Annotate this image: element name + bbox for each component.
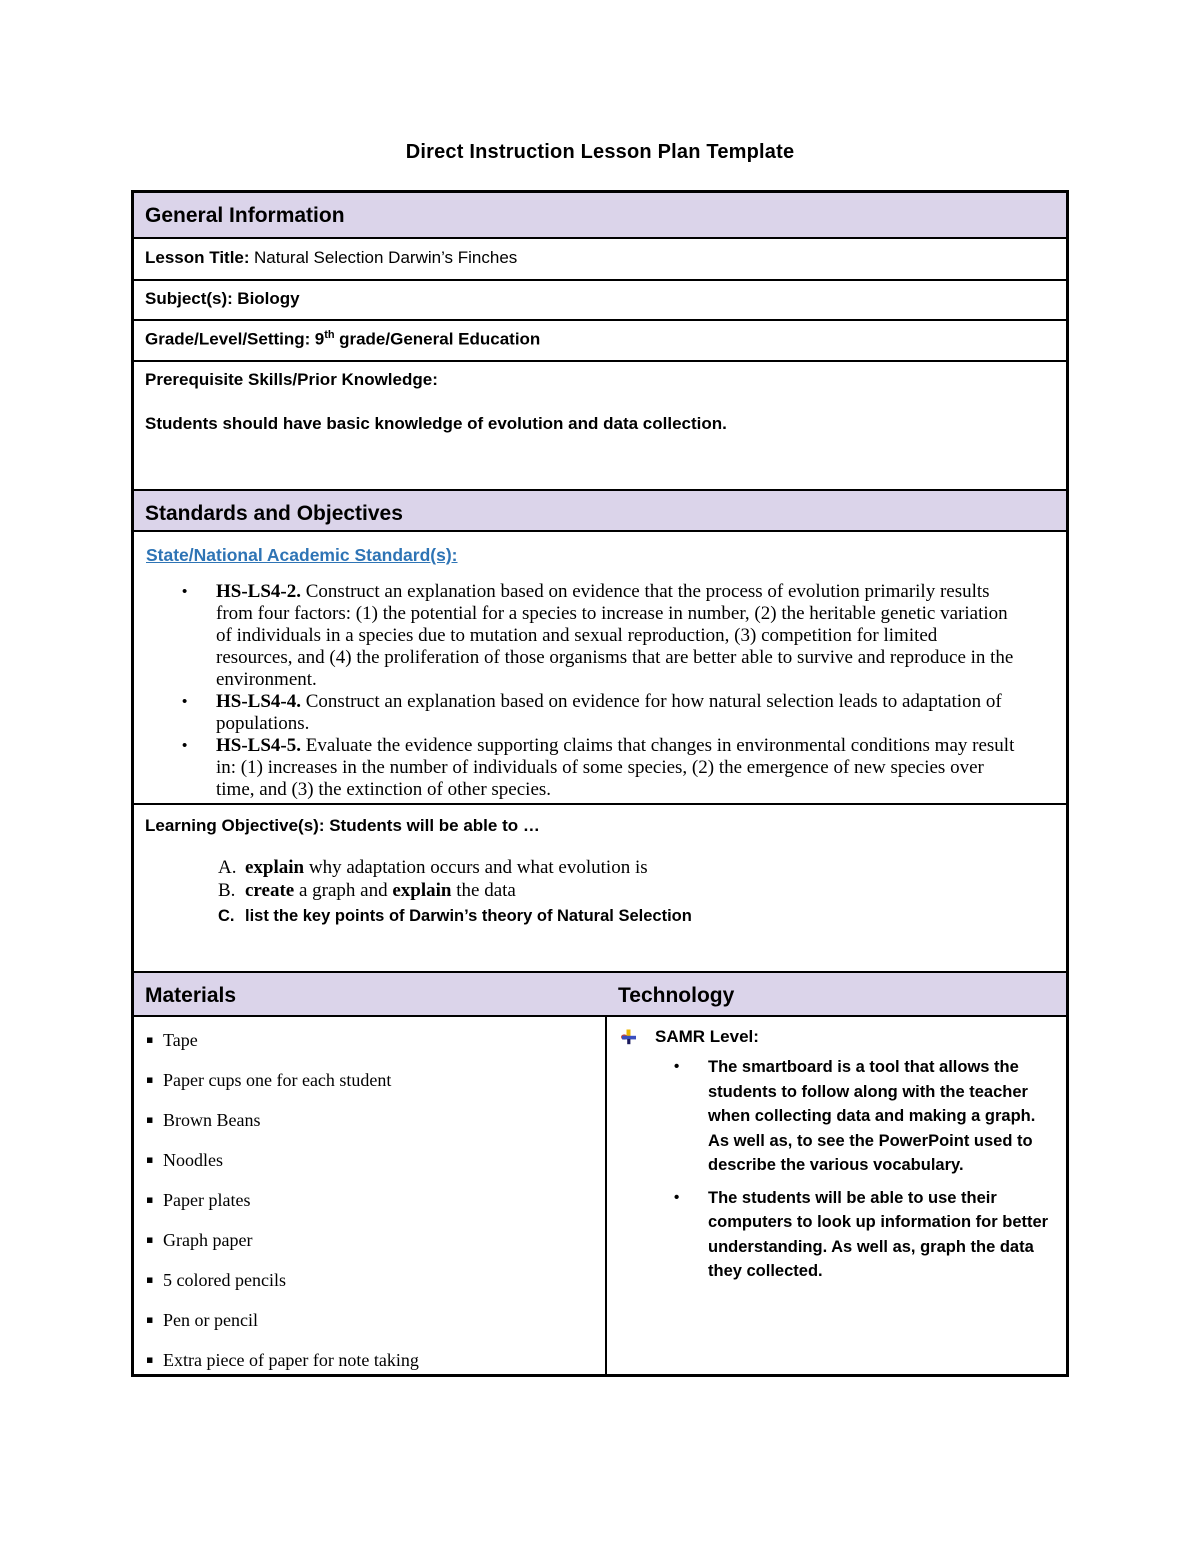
standard-code: HS-LS4-4. <box>216 691 306 712</box>
square-bullet-icon: ▪ <box>146 1153 154 1166</box>
standard-text <box>216 691 1016 735</box>
objective-letter: B. <box>218 880 236 901</box>
subject-label: Subject(s): <box>145 289 233 308</box>
material-text: Graph paper <box>163 1230 253 1250</box>
section-header-standards-objectives: Standards and Objectives <box>134 489 1066 530</box>
material-item <box>146 1110 593 1130</box>
square-bullet-icon: ▪ <box>146 1033 154 1046</box>
round-bullet-icon: • <box>182 737 188 754</box>
standard-item <box>146 735 1054 801</box>
section-header-technology: Technology <box>607 973 1066 1015</box>
technology-text: The students will be able to use their computers to look up information for better understanding. As well as, graph the data they collected. <box>708 1188 1049 1280</box>
material-item <box>146 1270 593 1290</box>
objective-text: list the key points of Darwin’s theory of Natural Selection <box>245 907 692 925</box>
standards-list <box>146 581 1054 801</box>
lesson-plan-table <box>131 190 1069 1377</box>
samr-arrow-icon <box>621 1029 637 1045</box>
square-bullet-icon: ▪ <box>146 1193 154 1206</box>
objective-text: create a graph and explain the data <box>245 880 516 901</box>
round-bullet-icon: • <box>674 1058 680 1075</box>
standard-text <box>216 581 1016 691</box>
grade-value-superscript: th <box>324 329 335 341</box>
material-text: Brown Beans <box>163 1110 261 1130</box>
materials-technology-body-row <box>134 1015 1066 1374</box>
objective-item <box>218 905 1055 928</box>
samr-line <box>621 1027 1060 1047</box>
grade-value-rest: grade/General Education <box>339 329 541 349</box>
material-item <box>146 1310 593 1330</box>
material-item <box>146 1030 593 1050</box>
technology-bullet <box>674 1055 1060 1178</box>
material-item <box>146 1070 593 1090</box>
lesson-title-row <box>134 237 1066 279</box>
technology-cell <box>607 1017 1066 1374</box>
section-header-general-information: General Information <box>134 193 1066 237</box>
technology-bullet <box>674 1186 1060 1284</box>
square-bullet-icon: ▪ <box>146 1233 154 1246</box>
lesson-title-value: Natural Selection Darwin’s Finches <box>254 248 518 267</box>
learning-objectives-label: Learning Objective(s): Students will be able to … <box>145 816 540 835</box>
section-header-materials: Materials <box>134 973 607 1015</box>
standard-description: Construct an explanation based on evidence for how natural selection leads to adaptation of populations. <box>216 691 1002 734</box>
material-item <box>146 1150 593 1170</box>
material-item <box>146 1190 593 1210</box>
standards-link[interactable]: State/National Academic Standard(s): <box>146 545 458 565</box>
objective-letter: A. <box>218 857 237 878</box>
prerequisite-label: Prerequisite Skills/Prior Knowledge: <box>145 370 438 389</box>
materials-cell <box>134 1017 607 1374</box>
standard-code: HS-LS4-2. <box>216 581 306 602</box>
square-bullet-icon: ▪ <box>146 1073 154 1086</box>
square-bullet-icon: ▪ <box>146 1273 154 1286</box>
material-text: Paper plates <box>163 1190 251 1210</box>
prerequisite-row <box>134 360 1066 489</box>
subject-row <box>134 279 1066 319</box>
samr-level-label: SAMR Level: <box>655 1027 759 1046</box>
material-text: Extra piece of paper for note taking <box>163 1350 419 1370</box>
standard-item <box>146 691 1054 735</box>
standards-cell <box>134 530 1066 803</box>
grade-label: Grade/Level/Setting: <box>145 329 311 349</box>
material-text: Paper cups one for each student <box>163 1070 392 1090</box>
objective-item <box>218 856 1055 879</box>
objective-text: explain why adaptation occurs and what evolution is <box>245 857 648 878</box>
technology-bullet-list <box>615 1055 1060 1284</box>
standard-description: Construct an explanation based on evidence that the process of evolution primarily results from four factors: (1) the potential for a species to increase in number, (2) the heritable genetic variation of individuals in a species due to mutation and sexual reproduction, (3) competition for limited resources, and (4) the proliferation of those organisms that are better able to survive and reproduce in the environment. <box>216 581 1014 690</box>
technology-text: The smartboard is a tool that allows the students to follow along with the teacher when collecting data and making a graph. As well as, to see the PowerPoint used to describe the various vocabulary. <box>708 1058 1036 1174</box>
round-bullet-icon: • <box>182 583 188 600</box>
lesson-title-label: Lesson Title: <box>145 248 250 267</box>
objective-letter: C. <box>218 907 235 925</box>
material-text: 5 colored pencils <box>163 1270 286 1290</box>
grade-value-base: 9 <box>314 329 325 349</box>
standard-description: Evaluate the evidence supporting claims that changes in environmental conditions may result in: (1) increases in the number of individuals of some species, (2) the emergence of new species over time, and (3) the extinction of other species. <box>216 735 1015 800</box>
round-bullet-icon: • <box>182 693 188 710</box>
material-item <box>146 1350 593 1370</box>
material-text: Noodles <box>163 1150 223 1170</box>
round-bullet-icon: • <box>674 1188 680 1206</box>
materials-technology-header-row <box>134 971 1066 1015</box>
material-text: Pen or pencil <box>163 1310 258 1330</box>
document-title: Direct Instruction Lesson Plan Template <box>405 141 795 163</box>
objective-item <box>218 879 1055 902</box>
material-item <box>146 1230 593 1250</box>
prerequisite-body: Students should have basic knowledge of evolution and data collection. <box>145 414 727 433</box>
objectives-cell <box>134 803 1066 971</box>
square-bullet-icon: ▪ <box>146 1313 154 1326</box>
subject-value: Biology <box>237 289 300 308</box>
standard-text <box>216 735 1016 801</box>
material-text: Tape <box>163 1030 198 1050</box>
objectives-list <box>218 856 1055 928</box>
materials-list <box>146 1030 593 1370</box>
square-bullet-icon: ▪ <box>146 1353 154 1366</box>
standard-item <box>146 581 1054 691</box>
square-bullet-icon: ▪ <box>146 1113 154 1126</box>
grade-level-setting-row <box>134 319 1066 360</box>
standard-code: HS-LS4-5. <box>216 735 306 756</box>
